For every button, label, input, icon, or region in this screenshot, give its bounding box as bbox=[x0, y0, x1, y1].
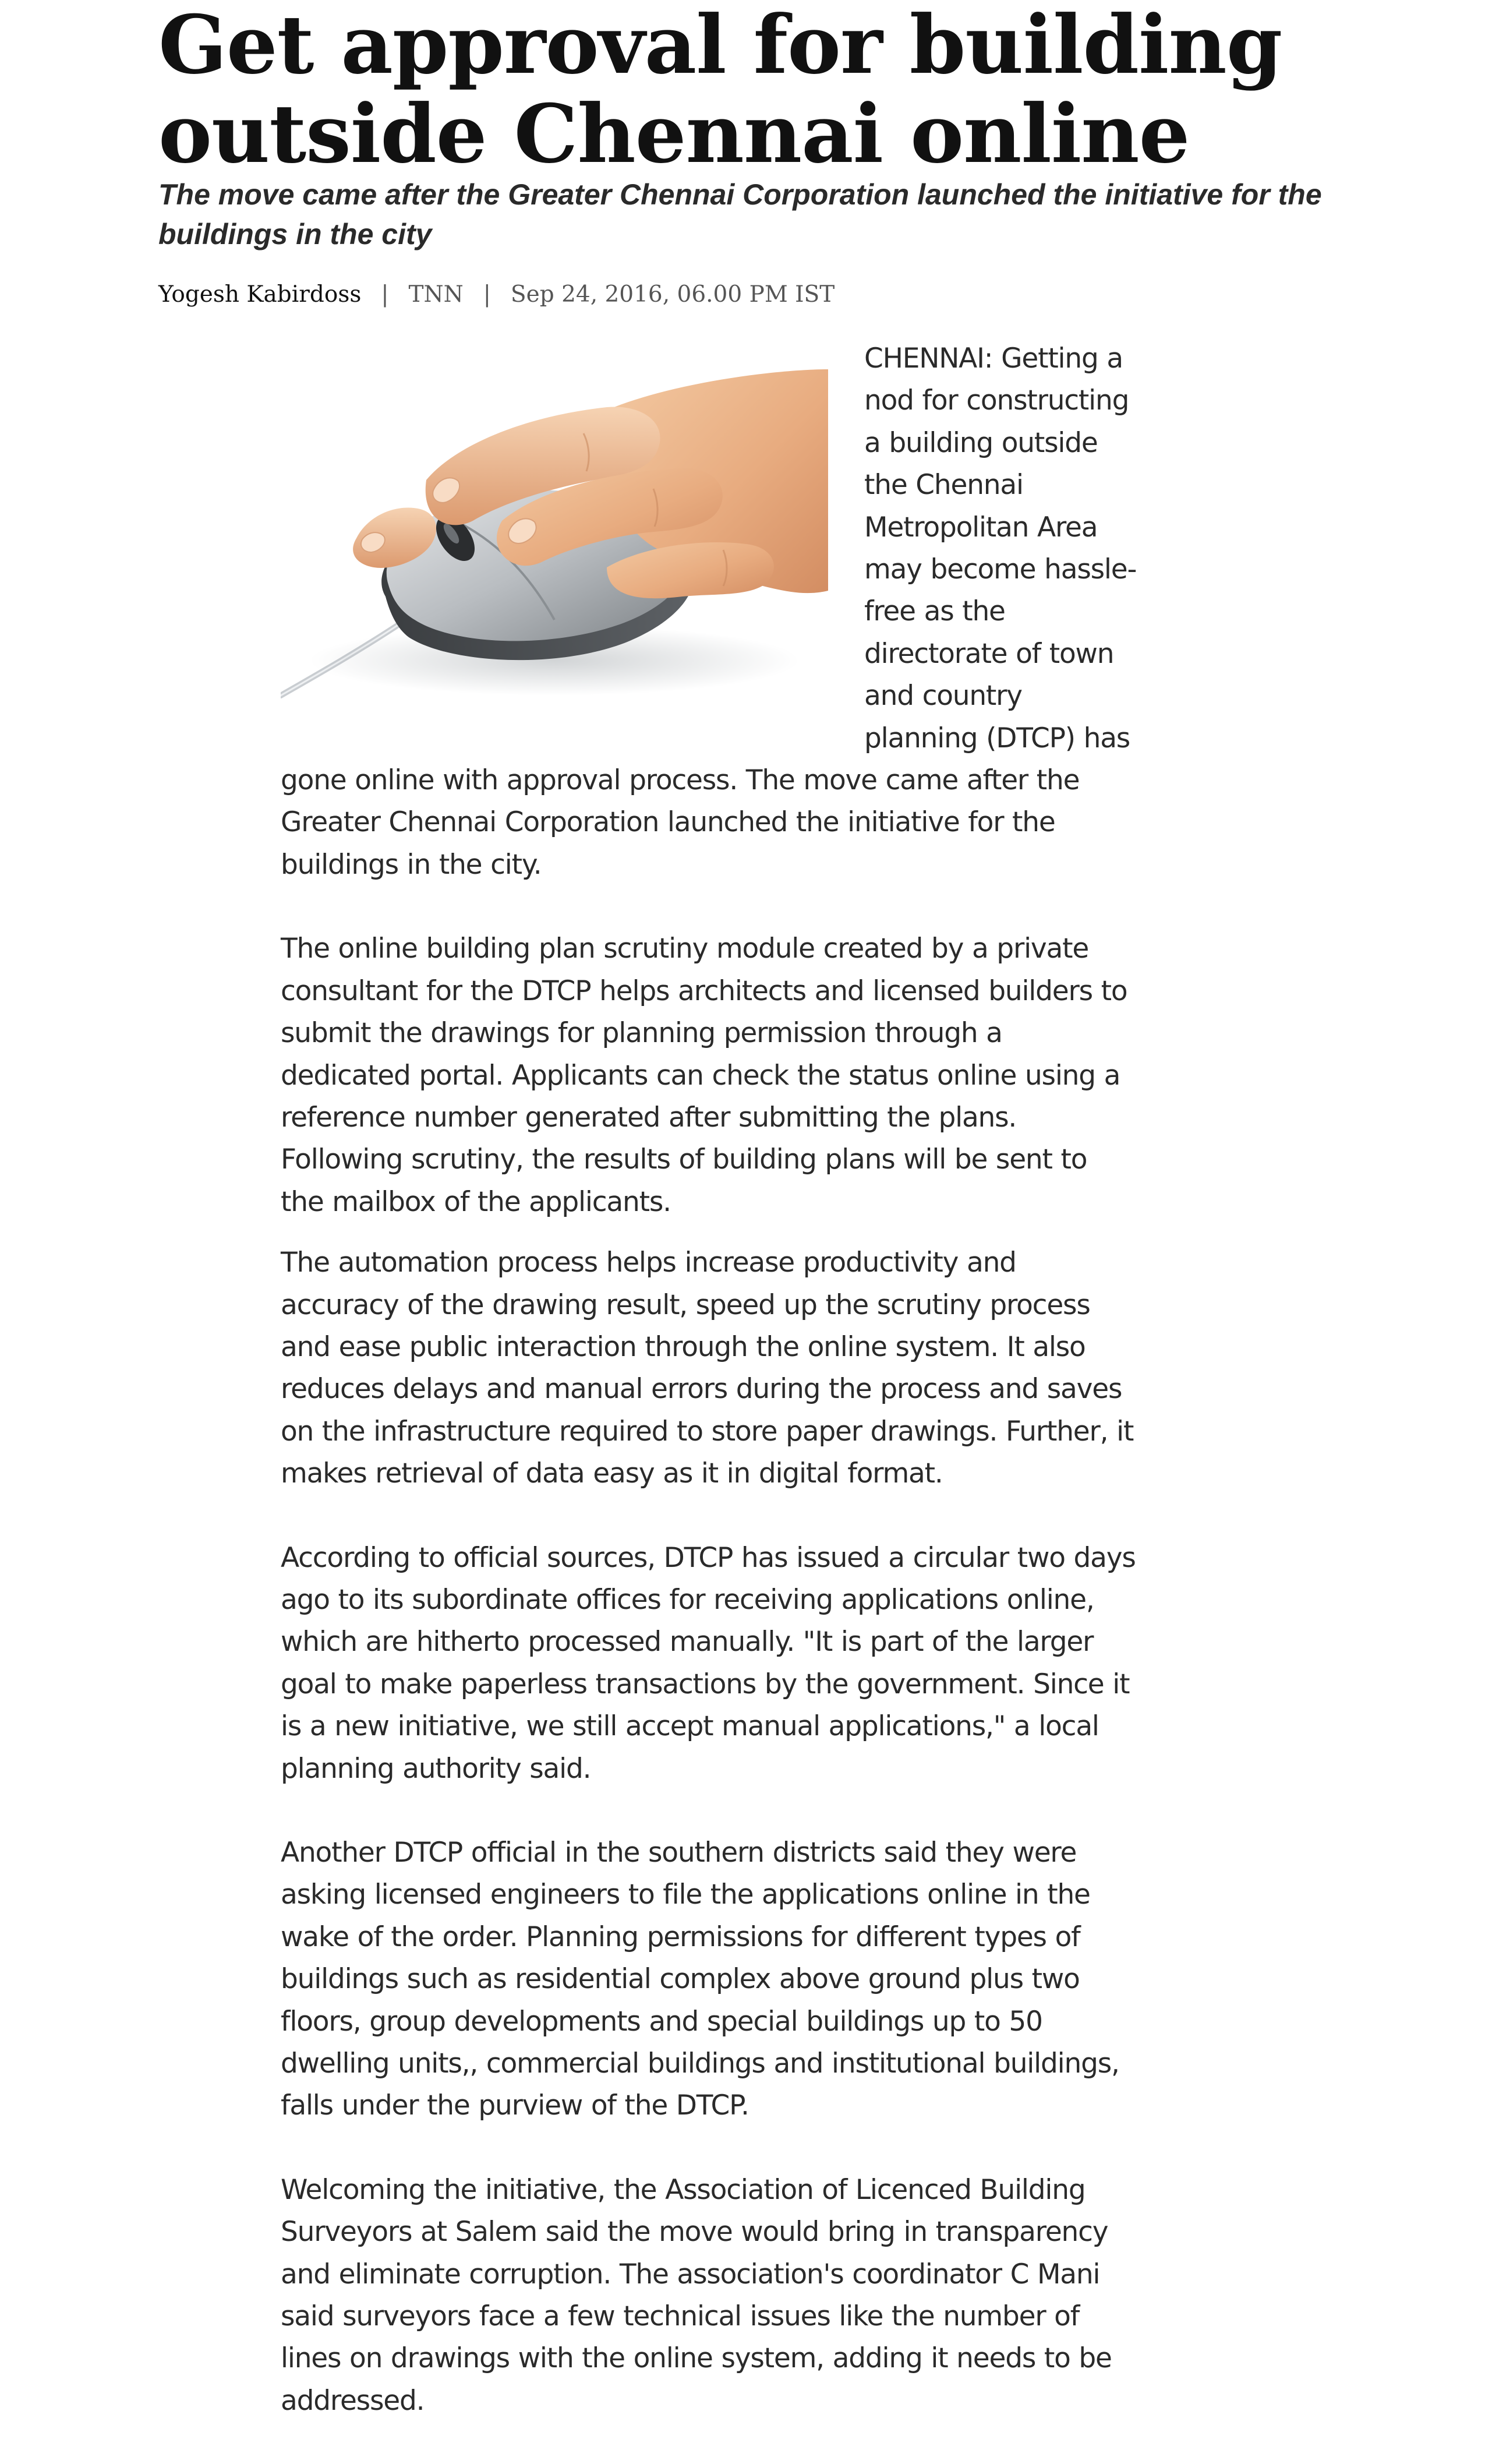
byline bbox=[158, 278, 835, 311]
article-paragraph: According to official sources, DTCP has issued a circular two days ago to its subordinate offices for receiving applications online, which are hitherto processed manually. "It is part of the larger goal to make paperless transactions by the government. Since it is a new initiative, we still accept manual applications," a local planning authority said. bbox=[281, 1541, 1136, 1785]
byline-separator: | bbox=[483, 281, 491, 308]
computer-mouse-photo-icon bbox=[281, 346, 828, 719]
article-subheadline: The move came after the Greater Chennai Corporation launched the initiative for the buildings in the city bbox=[158, 178, 1322, 250]
article-paragraph: Another DTCP official in the southern districts said they were asking licensed engineers to file the applications online in the wake of the order. Planning permissions for different types of buildings such as residential complex above ground plus two floors, group developments and special buildings up to 50 dwelling units,, commercial buildings and institutional buildings, falls under the purview of the DTCP. bbox=[281, 1837, 1119, 2122]
article-headline: Get approval for building outside Chennai online bbox=[158, 0, 1282, 181]
article-paragraph: Welcoming the initiative, the Association of Licenced Building Surveyors at Salem said the move would bring in transparency and eliminate corruption. The association's coordinator C Mani said surveyors face a few technical issues like the number of lines on drawings with the online system, adding it needs to be addressed. bbox=[281, 2173, 1112, 2417]
article-body bbox=[281, 338, 1137, 2464]
article-paragraph: CHENNAI: Getting a nod for constructing a building outside the Chennai Metropolitan Area may become hassle-free as the directorate of town and country planning (DTCP) has gone online with approval process. The move came after the Greater Chennai Corporation launched the initiative for the buildings in the city. bbox=[281, 343, 1137, 881]
byline-author[interactable]: Yogesh Kabirdoss bbox=[158, 281, 362, 308]
article-paragraph: The online building plan scrutiny module created by a private consultant for the DTCP helps architects and licensed builders to submit the drawings for planning permission through a dedicated portal. Applicants can check the status online using a reference number generated after submitting the plans. Following scrutiny, the results of building plans will be sent to the mailbox of the applicants. bbox=[281, 933, 1127, 1218]
byline-date: Sep 24, 2016, 06.00 PM IST bbox=[510, 281, 835, 308]
article-paragraph: The automation process helps increase productivity and accuracy of the drawing result, speed up the scrutiny process and ease public interaction through the online system. It also reduces delays and manual errors during the process and saves on the infrastructure required to store paper drawings. Further, it makes retrieval of data easy as it in digital format. bbox=[281, 1247, 1134, 1490]
byline-separator: | bbox=[381, 281, 389, 308]
article-image bbox=[281, 346, 828, 719]
byline-source: TNN bbox=[408, 281, 464, 308]
